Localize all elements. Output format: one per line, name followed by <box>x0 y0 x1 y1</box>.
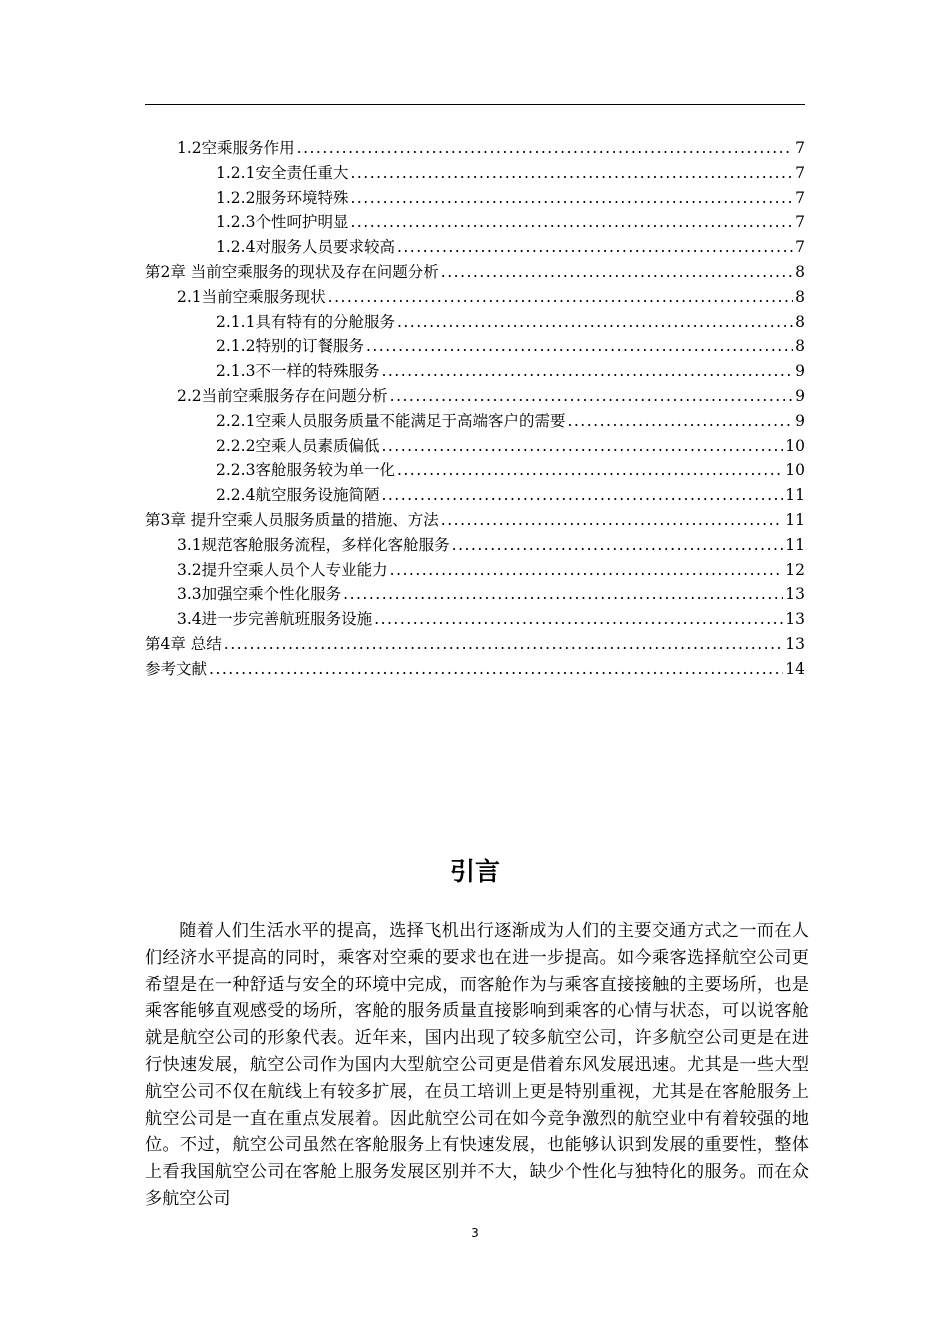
toc-leader-dots <box>452 533 784 558</box>
toc-leader-dots <box>441 260 793 285</box>
toc-leader-dots <box>567 409 793 434</box>
toc-entry[interactable] <box>145 384 805 409</box>
toc-leader-dots <box>350 210 793 235</box>
toc-leader-dots <box>374 607 783 632</box>
toc-entry[interactable] <box>145 235 805 260</box>
toc-entry-text: 1.2.3个性呵护明显 <box>216 213 349 232</box>
toc-entry-text: 1.2.4对服务人员要求较高 <box>216 238 395 257</box>
toc-entry[interactable] <box>145 582 805 607</box>
toc-entry-text: 2.2.2空乘人员素质偏低 <box>216 436 380 455</box>
toc-entry-page: 13 <box>785 610 805 629</box>
toc-entry-text: 1.2空乘服务作用 <box>177 139 295 157</box>
toc-entry[interactable] <box>145 657 805 682</box>
toc-leader-dots <box>381 434 783 459</box>
toc-entry[interactable] <box>145 359 805 384</box>
toc-entry-page: 13 <box>785 585 805 604</box>
toc-entry[interactable] <box>145 558 805 583</box>
toc-entry-text: 第2章 当前空乘服务的现状及存在问题分析 <box>145 262 439 281</box>
toc-leader-dots <box>366 334 793 359</box>
toc-entry-text: 3.2提升空乘人员个人专业能力 <box>177 560 388 579</box>
toc-entry[interactable] <box>145 483 805 508</box>
toc-leader-dots <box>209 657 783 682</box>
toc-entry[interactable] <box>145 458 805 483</box>
toc-entry-page: 14 <box>785 659 805 678</box>
toc-entry-page: 7 <box>795 213 805 232</box>
toc-leader-dots <box>397 310 793 335</box>
toc-leader-dots <box>441 508 783 533</box>
toc-entry[interactable] <box>145 285 805 310</box>
toc-entry[interactable] <box>145 434 805 459</box>
toc-entry-text: 3.3加强空乘个性化服务 <box>177 585 342 604</box>
toc-leader-dots <box>350 161 793 186</box>
toc-leader-dots <box>397 458 783 483</box>
toc-entry-page: 7 <box>795 139 805 157</box>
toc-entry-page: 7 <box>795 163 805 182</box>
toc-entry-page: 11 <box>785 535 805 554</box>
toc-entry-page: 8 <box>795 312 805 331</box>
toc-leader-dots <box>381 483 783 508</box>
toc-entry-text: 2.1.3不一样的特殊服务 <box>216 362 380 381</box>
toc-entry[interactable] <box>145 260 805 285</box>
toc-entry-page: 13 <box>785 634 805 653</box>
toc-entry[interactable] <box>145 186 805 211</box>
toc-leader-dots <box>390 384 793 409</box>
toc-entry-page: 7 <box>795 188 805 207</box>
toc-leader-dots <box>397 235 793 260</box>
toc-entry[interactable] <box>145 334 805 359</box>
toc-leader-dots <box>350 186 793 211</box>
toc-entry-page: 11 <box>785 510 805 529</box>
toc-entry-page: 10 <box>785 436 805 455</box>
toc-entry[interactable] <box>145 632 805 657</box>
toc-entry-page: 8 <box>795 287 805 306</box>
toc-entry-text: 参考文献 <box>145 659 208 678</box>
toc-leader-dots <box>381 359 793 384</box>
header-rule <box>145 104 805 105</box>
toc-leader-dots <box>224 632 783 657</box>
toc-leader-dots <box>328 285 793 310</box>
toc-entry-text: 3.4进一步完善航班服务设施 <box>177 610 373 629</box>
toc-entry[interactable] <box>145 508 805 533</box>
toc-entry-text: 2.2.3客舱服务较为单一化 <box>216 461 395 480</box>
section-title: 引言 <box>449 857 500 886</box>
toc-entry-text: 第3章 提升空乘人员服务质量的措施、方法 <box>145 510 439 529</box>
toc-entry-text: 2.1当前空乘服务现状 <box>177 287 326 306</box>
toc-entry-text: 2.2.4航空服务设施简陋 <box>216 486 380 505</box>
toc-leader-dots <box>390 558 784 583</box>
toc-entry-text: 第4章 总结 <box>145 634 222 653</box>
toc-entry-text: 2.1.1具有特有的分舱服务 <box>216 312 395 331</box>
toc-entry-page: 10 <box>785 461 805 480</box>
toc-entry[interactable] <box>145 136 805 161</box>
toc-entry[interactable] <box>145 210 805 235</box>
toc-entry-text: 1.2.1安全责任重大 <box>216 163 349 182</box>
toc-leader-dots <box>297 136 793 161</box>
toc-entry-page: 7 <box>795 238 805 257</box>
page-number: 3 <box>471 1226 479 1240</box>
toc-entry-text: 1.2.2服务环境特殊 <box>216 188 349 207</box>
toc-entry-page: 12 <box>785 560 805 579</box>
toc-entry[interactable] <box>145 409 805 434</box>
toc-entry-text: 2.1.2特别的订餐服务 <box>216 337 364 356</box>
toc-entry-page: 8 <box>795 262 805 281</box>
toc-entry-text: 2.2.1空乘人员服务质量不能满足于高端客户的需要 <box>216 411 566 430</box>
toc-entry-text: 2.2当前空乘服务存在问题分析 <box>177 386 388 405</box>
toc-entry-text: 3.1规范客舱服务流程，多样化客舱服务 <box>177 535 450 554</box>
toc-entry[interactable] <box>145 607 805 632</box>
table-of-contents <box>145 136 805 682</box>
toc-entry-page: 8 <box>795 337 805 356</box>
toc-entry-page: 9 <box>795 386 805 405</box>
toc-leader-dots <box>343 582 783 607</box>
toc-entry[interactable] <box>145 161 805 186</box>
toc-entry[interactable] <box>145 310 805 335</box>
intro-paragraph: 随着人们生活水平的提高，选择飞机出行逐渐成为人们的主要交通方式之一而在人们经济水平提高的同时，乘客对空乘的要求也在进一步提高。如今乘客选择航空公司更希望是在一种舒适与安全的环境中完成，而客舱作为与乘客直接接触的主要场所，也是乘客能够直观感受的场所，客舱的服务质量直接影响到乘客的心情与状态，可以说客舱就是航空公司的形象代表。近年来，国内出现了较多航空公司，许多航空公司更是在进行快速发展，航空公司作为国内大型航空公司更是借着东风发展迅速。尤其是一些大型航空公司不仅在航线上有较多扩展，在员工培训上更是特别重视，尤其是在客舱服务上航空公司是一直在重点发展着。因此航空公司在如今竞争激烈的航空业中有着较强的地位。不过，航空公司虽然在客舱服务上有快速发展，也能够认识到发展的重要性，整体上看我国航空公司在客舱上服务发展区别并不大，缺少个性化与独特化的服务。而在众多航空公司 <box>145 921 809 1209</box>
toc-entry-page: 11 <box>785 486 805 505</box>
toc-entry[interactable] <box>145 533 805 558</box>
toc-entry-page: 9 <box>795 362 805 381</box>
toc-entry-page: 9 <box>795 411 805 430</box>
